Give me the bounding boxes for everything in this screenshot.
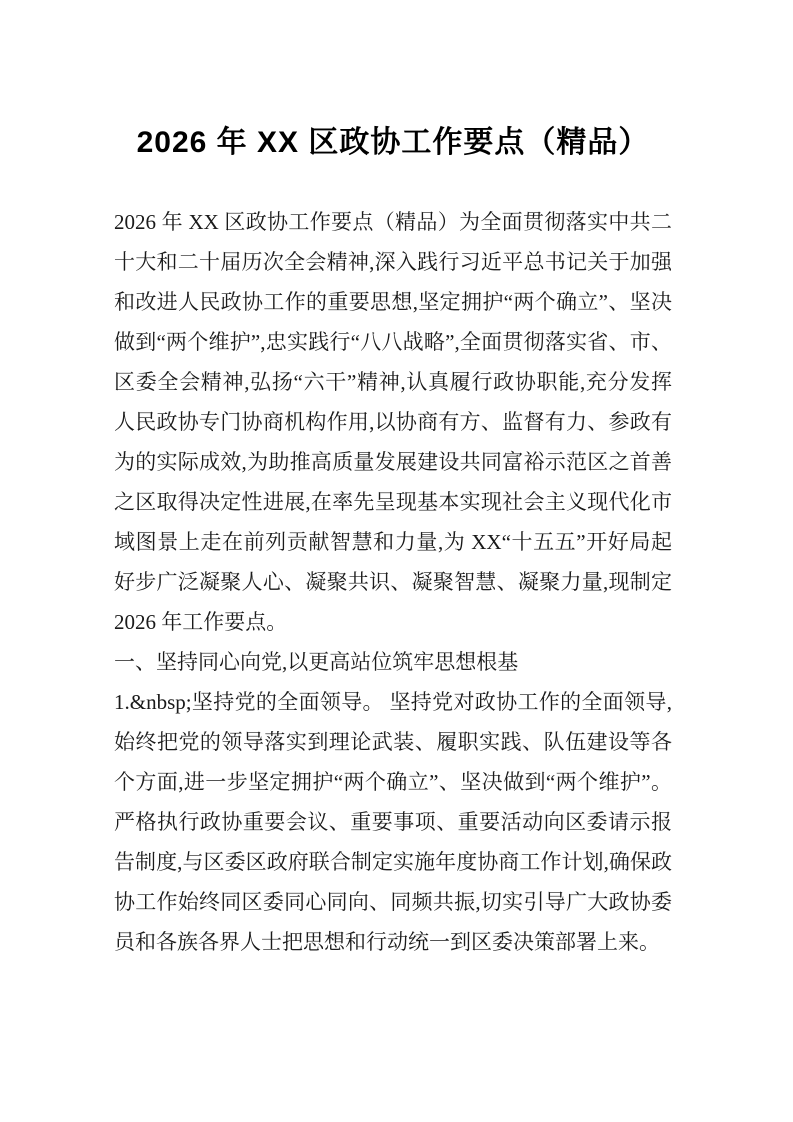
- document-title: 2026 年 XX 区政协工作要点（精品）: [136, 126, 650, 159]
- section-heading-1: 一、坚持同心向党,以更高站位筑牢思想根基: [114, 650, 519, 674]
- paragraph-intro: 2026 年 XX 区政协工作要点（精品）为全面贯彻落实中共二十大和二十届历次全会精神,深入践行习近平总书记关于加强和改进人民政协工作的重要思想,坚定拥护“两个确立”、坚决做到“两个维护”,忠实践行“八八战略”,全面贯彻落实省、市、区委全会精神,弘扬“六干”精神,认真履行政协职能,充分发挥人民政协专门协商机构作用,以协商有方、监督有力、参政有为的实际成效,为助推高质量发展建设共同富裕示范区之首善之区取得决定性进展,在率先呈现基本实现社会主义现代化市域图景上走在前列贡献智慧和力量,为 XX“十五五”开好局起好步广泛凝聚人心、凝聚共识、凝聚智慧、凝聚力量,现制定 2026 年工作要点。: [114, 210, 672, 634]
- document-body: [114, 202, 672, 962]
- paragraph-section-1: 1.&nbsp;坚持党的全面领导。 坚持党对政协工作的全面领导,始终把党的领导落实到理论武装、履职实践、队伍建设等各个方面,进一步坚定拥护“两个确立”、坚决做到“两个维护”。严格执行政协重要会议、重要事项、重要活动向区委请示报告制度,与区委区政府联合制定实施年度协商工作计划,确保政协工作始终同区委同心同向、同频共振,切实引导广大政协委员和各族各界人士把思想和行动统一到区委决策部署上来。: [114, 690, 672, 954]
